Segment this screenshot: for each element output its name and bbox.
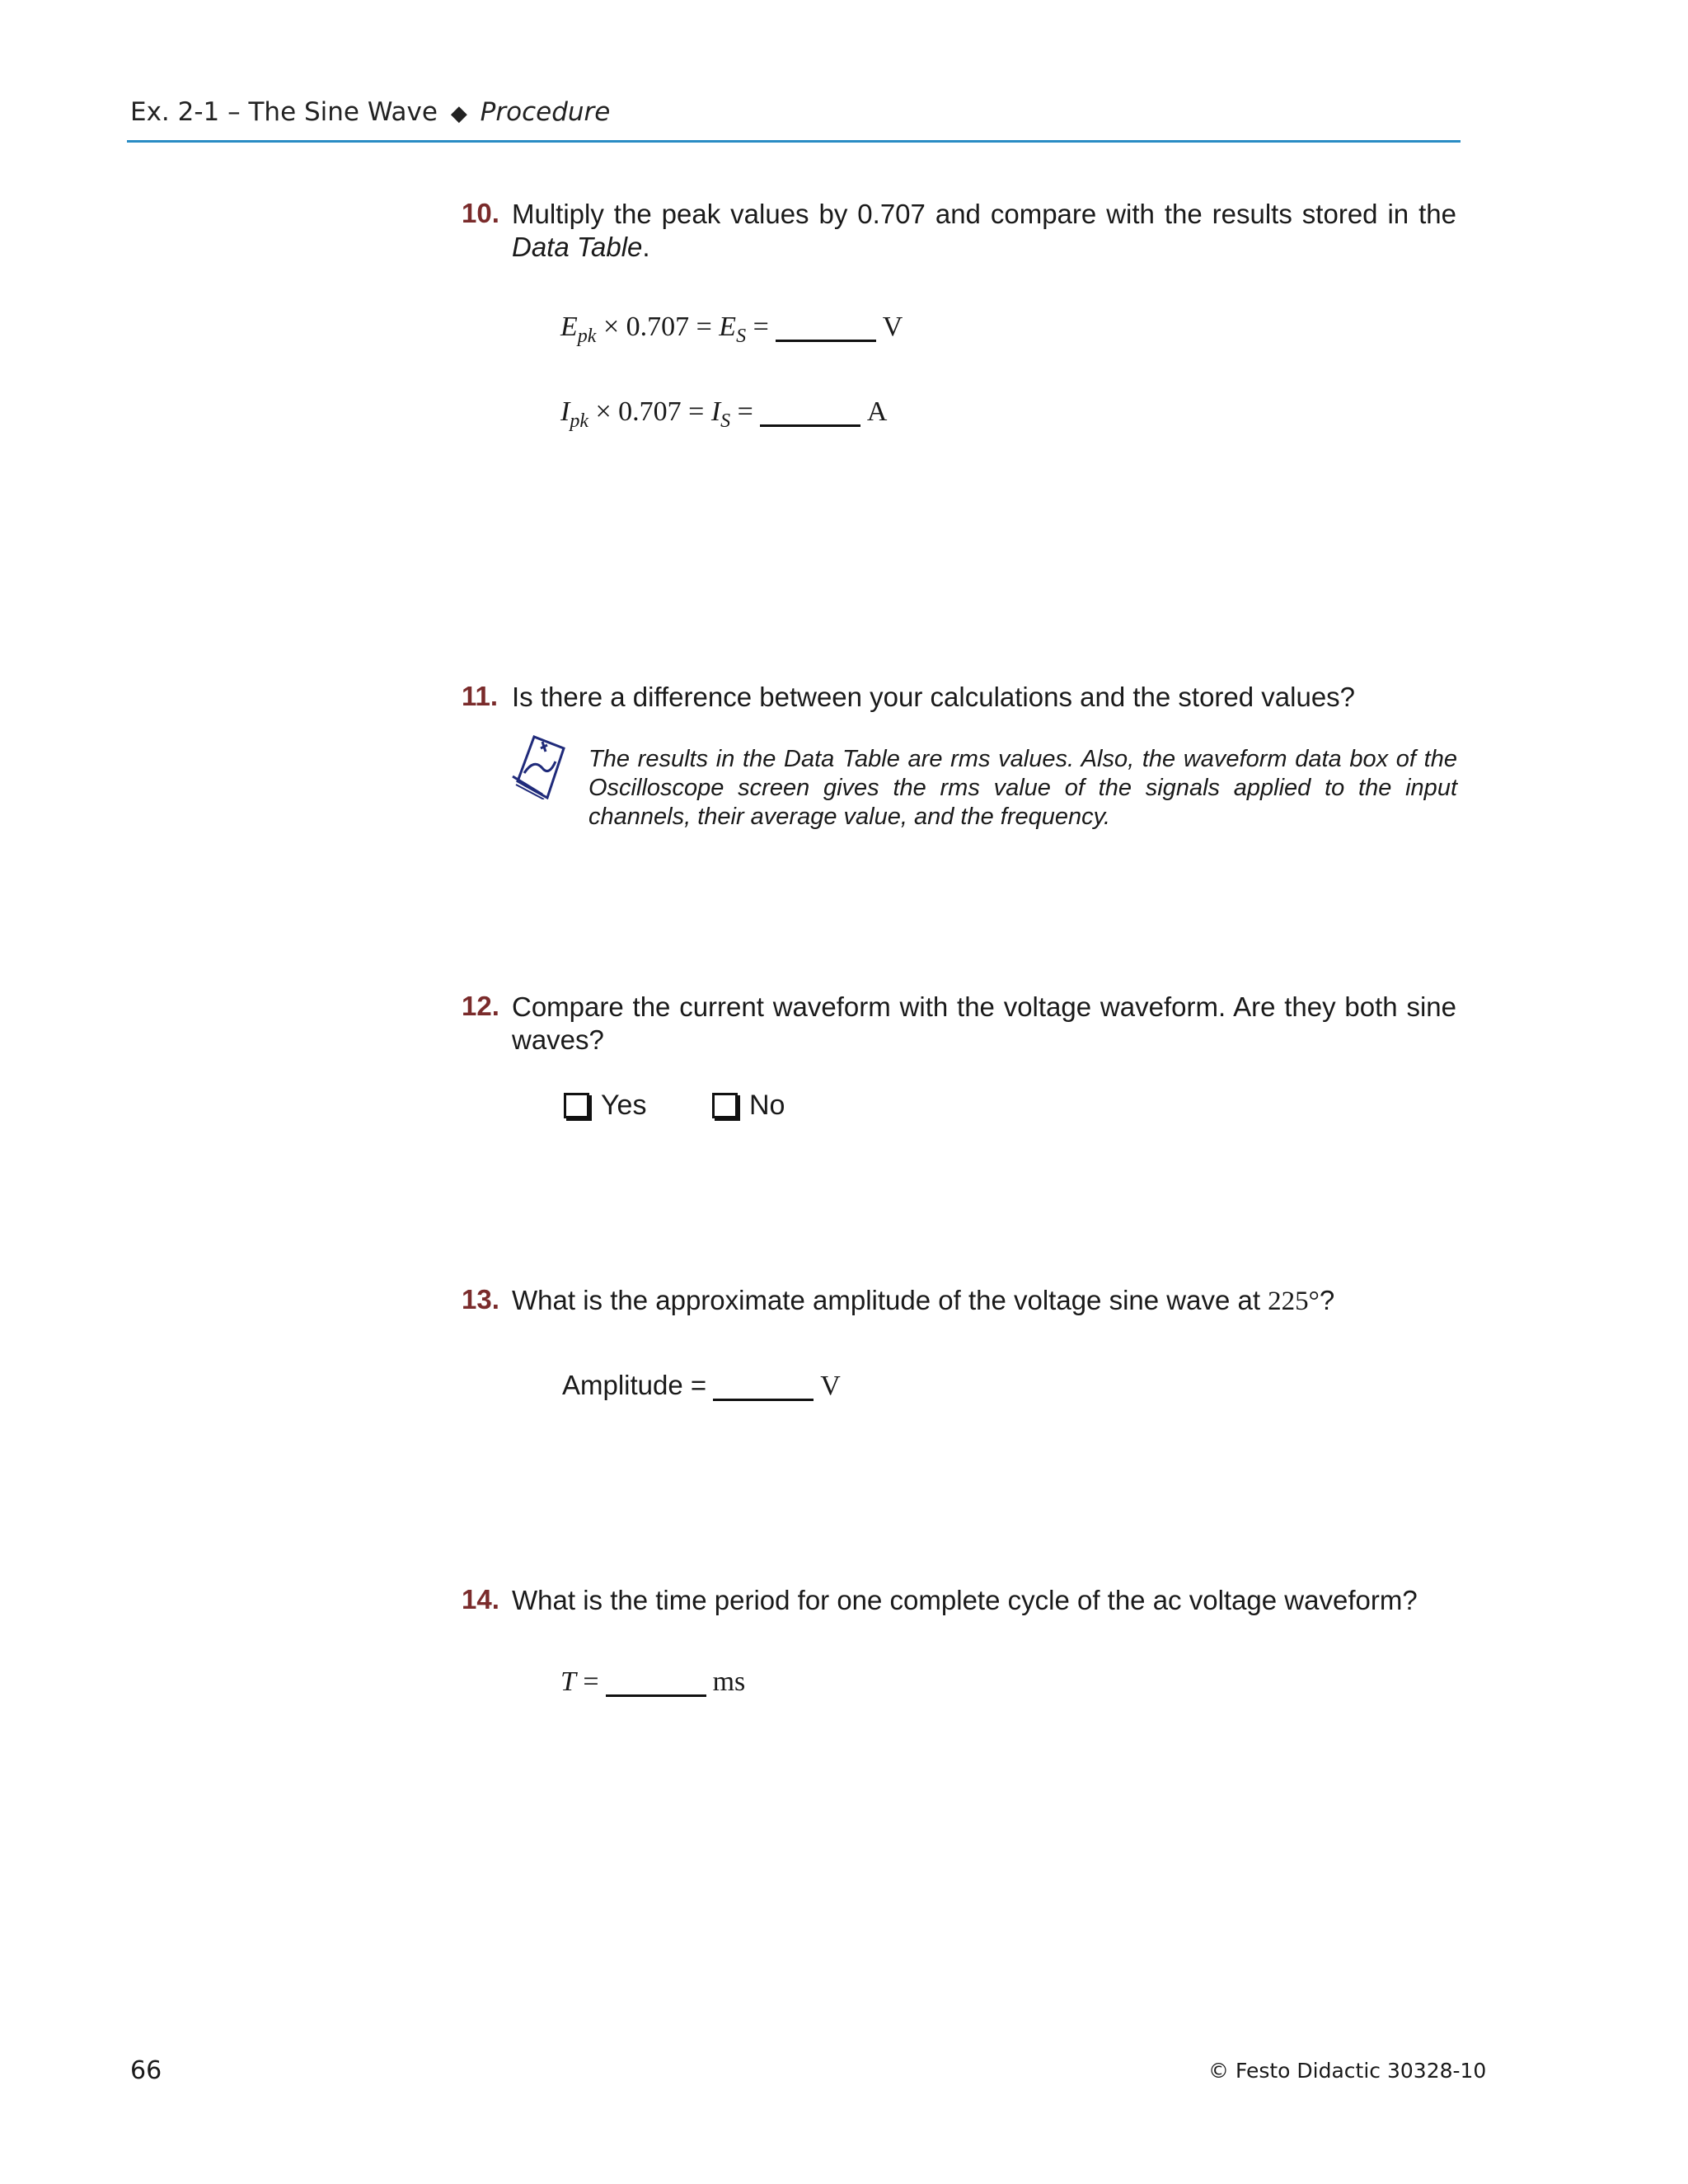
header-subsection: Procedure — [480, 97, 611, 127]
period-answer — [560, 1666, 745, 1698]
angle-value: 225° — [1268, 1286, 1320, 1316]
equation-equals: = — [730, 396, 753, 427]
step-text-part: ? — [1319, 1285, 1335, 1315]
answer-blank[interactable] — [713, 1376, 814, 1401]
equation-subscript: S — [736, 325, 747, 347]
header-separator: ◆ — [450, 101, 467, 126]
note-icon — [509, 733, 569, 799]
answer-blank[interactable] — [776, 316, 876, 342]
step-number: 12. — [462, 991, 499, 1021]
equation-operator: × 0.707 = — [588, 396, 711, 427]
choice-label: Yes — [601, 1090, 647, 1121]
checkbox-icon[interactable] — [564, 1093, 589, 1118]
equation-symbol: I — [710, 396, 721, 427]
equation-subscript: S — [720, 410, 731, 432]
step-14-text: What is the time period for one complete cycle of the ac voltage waveform? — [512, 1585, 1418, 1615]
step-text-part: . — [642, 232, 650, 262]
running-header — [130, 97, 610, 127]
equation-subscript: pk — [577, 325, 597, 347]
equation-symbol: E — [719, 312, 737, 342]
step-10-text — [512, 198, 1456, 264]
answer-unit: ms — [712, 1666, 746, 1697]
header-section: Ex. 2-1 – The Sine Wave — [130, 97, 438, 127]
equation-operator: × 0.707 = — [596, 312, 720, 342]
choice-label: No — [749, 1090, 785, 1121]
equation-symbol: E — [560, 312, 578, 342]
step-number: 10. — [462, 198, 499, 228]
step-text-part: What is the approximate amplitude of the voltage sine wave at — [512, 1285, 1268, 1315]
equation-unit: A — [866, 396, 888, 427]
step-number: 11. — [462, 681, 499, 711]
answer-label: Amplitude = — [562, 1370, 707, 1400]
step-text-italic: Data Table — [512, 232, 643, 262]
answer-blank[interactable] — [606, 1671, 706, 1697]
choice-no[interactable] — [712, 1090, 785, 1122]
step-13-text — [512, 1284, 1456, 1318]
step-12-text: Compare the current waveform with the voltage waveform. Are they both sine waves? — [512, 991, 1456, 1055]
equation-symbol: T — [560, 1666, 576, 1697]
equation-equals: = — [575, 1666, 599, 1697]
checkbox-icon[interactable] — [712, 1093, 738, 1118]
equation-symbol: I — [560, 396, 570, 427]
amplitude-answer — [562, 1370, 841, 1402]
choice-yes[interactable] — [564, 1090, 646, 1122]
copyright: © Festo Didactic 30328-10 — [1208, 2059, 1487, 2083]
answer-blank[interactable] — [760, 401, 860, 427]
step-number: 14. — [462, 1584, 499, 1615]
equation-current — [560, 396, 887, 433]
step-number: 13. — [462, 1284, 499, 1315]
equation-subscript: pk — [570, 410, 588, 432]
header-rule — [127, 140, 1461, 143]
equation-voltage — [560, 312, 903, 348]
step-11-note: The results in the Data Table are rms values. Also, the waveform data box of the Oscilloscope screen gives the rms value of the signals applied to the input channels, their average value, and the frequency. — [588, 746, 1457, 830]
step-11-text: Is there a difference between your calculations and the stored values? — [512, 682, 1356, 712]
answer-unit: V — [820, 1371, 841, 1401]
equation-unit: V — [882, 312, 903, 342]
equation-equals: = — [746, 312, 769, 342]
step-text-part: Multiply the peak values by 0.707 and compare with the results stored in the — [512, 199, 1456, 229]
page-number: 66 — [130, 2056, 162, 2085]
